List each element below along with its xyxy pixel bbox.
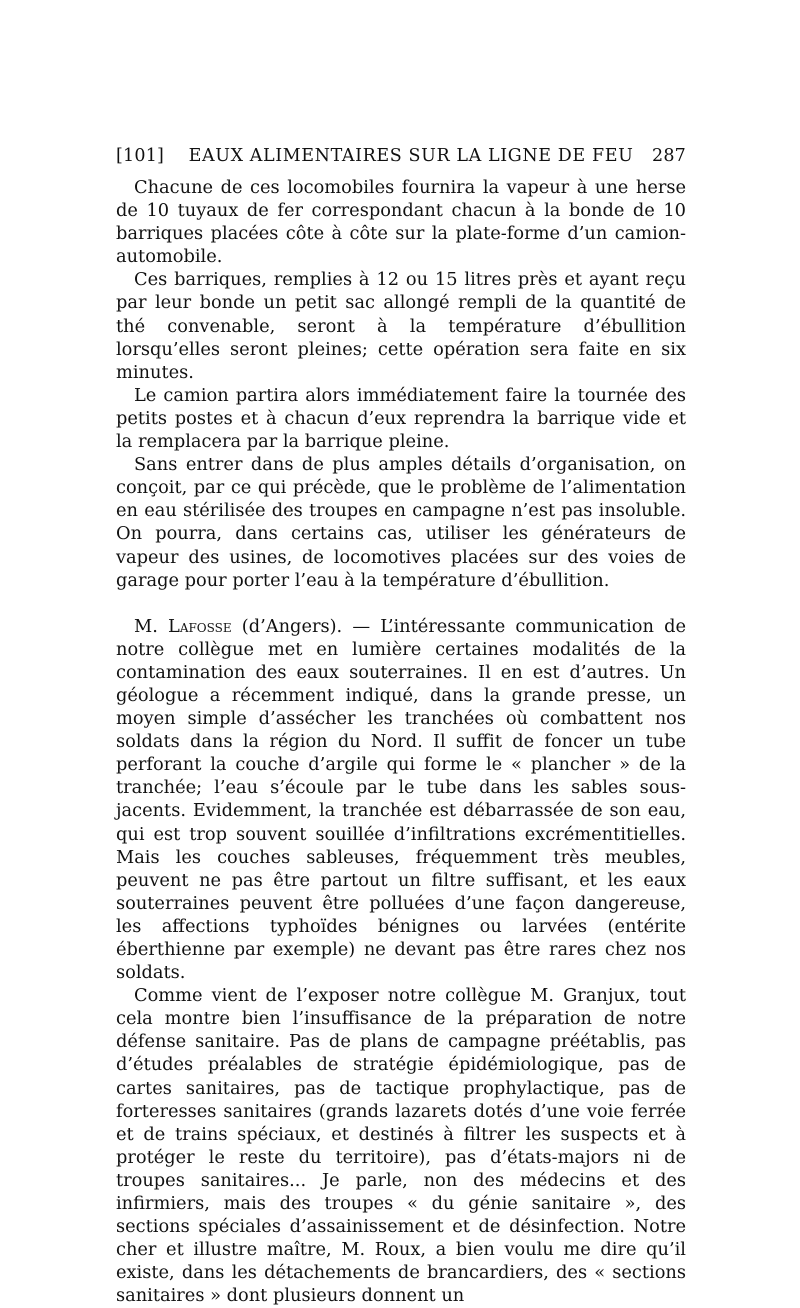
book-page (116, 146, 686, 1308)
intervention-paragraph (116, 615, 686, 985)
paragraph-organisation: Sans entrer dans de plus amples détails d’organisation, on conçoit, par ce qui précède, que le problème de l’alimentation en eau stérilisée des troupes en campagne n’est pas insoluble. On pourra, dans certains cas, utiliser les générateurs de vapeur des usines, de locomotives placées sur des voies de garage pour porter l’eau à la température d’ébullition. (116, 454, 686, 591)
paragraph-camion: Le camion partira alors immédiatement faire la tournée des petits postes et à chacun d’eux reprendra la barrique vide et la remplacera par la barrique pleine. (116, 384, 686, 453)
page-number: 287 (651, 146, 686, 166)
speaker-name: M. Lafosse (134, 615, 232, 637)
running-header (116, 146, 686, 176)
paragraph-barriques: Ces barriques, remplies à 12 ou 15 litres près et ayant reçu par leur bonde un petit sac allongé rempli de la quantité de thé convenable, seront à la température d’ébullition lorsqu’elles seront pleines; cette opération sera faite en six minutes. (116, 269, 686, 383)
chapter-title: EAUX ALIMENTAIRES SUR LA LIGNE DE FEU (188, 146, 634, 166)
section-reference: [101] (116, 146, 165, 166)
speaker-origin: (d’Angers). — (241, 615, 371, 637)
paragraph-locomobiles: Chacune de ces locomobiles fournira la vapeur à une herse de 10 tuyaux de fer correspondant chacun à la bonde de 10 barriques placées côte à côte sur la plate-forme d’un camion-automobile. (116, 177, 686, 268)
intervention-text: L’intéressante communication de notre collègue met en lumière certaines modalités de la contamination des eaux souterraines. Il en est d’autres. Un géologue a récemment indiqué, dans la grande presse, un moyen simple d’assécher les tranchées où combattent nos soldats dans la région du Nord. Il suffit de foncer un tube perforant la couche d’argile qui forme le « plancher » de la tranchée; l’eau s’écoule par le tube dans les sables sous-jacents. Evidemment, la tranchée est débarrassée de son eau, qui est trop souvent souillée d’infiltrations excrémentitielles. Mais les couches sableuses, fréquemment très meubles, peuvent ne pas être partout un filtre suffisant, et les eaux souterraines peuvent être polluées d’une façon dangereuse, les affections typhoïdes bénignes ou larvées (entérite éberthienne par exemple) ne devant pas être rares chez nos soldats. (116, 615, 687, 984)
continuation-paragraph: Comme vient de l’exposer notre collègue M. Granjux, tout cela montre bien l’insuffisance de la préparation de notre défense sanitaire. Pas de plans de campagne préétablis, pas d’études préalables de stratégie épidémiologique, pas de cartes sanitaires, pas de tactique prophylactique, pas de forteresses sanitaires (grands lazarets dotés d’une voie ferrée et de trains spéciaux, et destinés à filtrer les suspects et à protéger le reste du territoire), pas d’états-majors ni de troupes sanitaires... Je parle, non des médecins et des infirmiers, mais des troupes « du génie sanitaire », des sections spéciales d’assainissement et de désinfection. Notre cher et illustre maître, M. Roux, a bien voulu me dire qu’il existe, dans les détachements de brancardiers, des « sections sanitaires » dont plusieurs donnent un (116, 985, 686, 1307)
section-gap (116, 592, 686, 615)
